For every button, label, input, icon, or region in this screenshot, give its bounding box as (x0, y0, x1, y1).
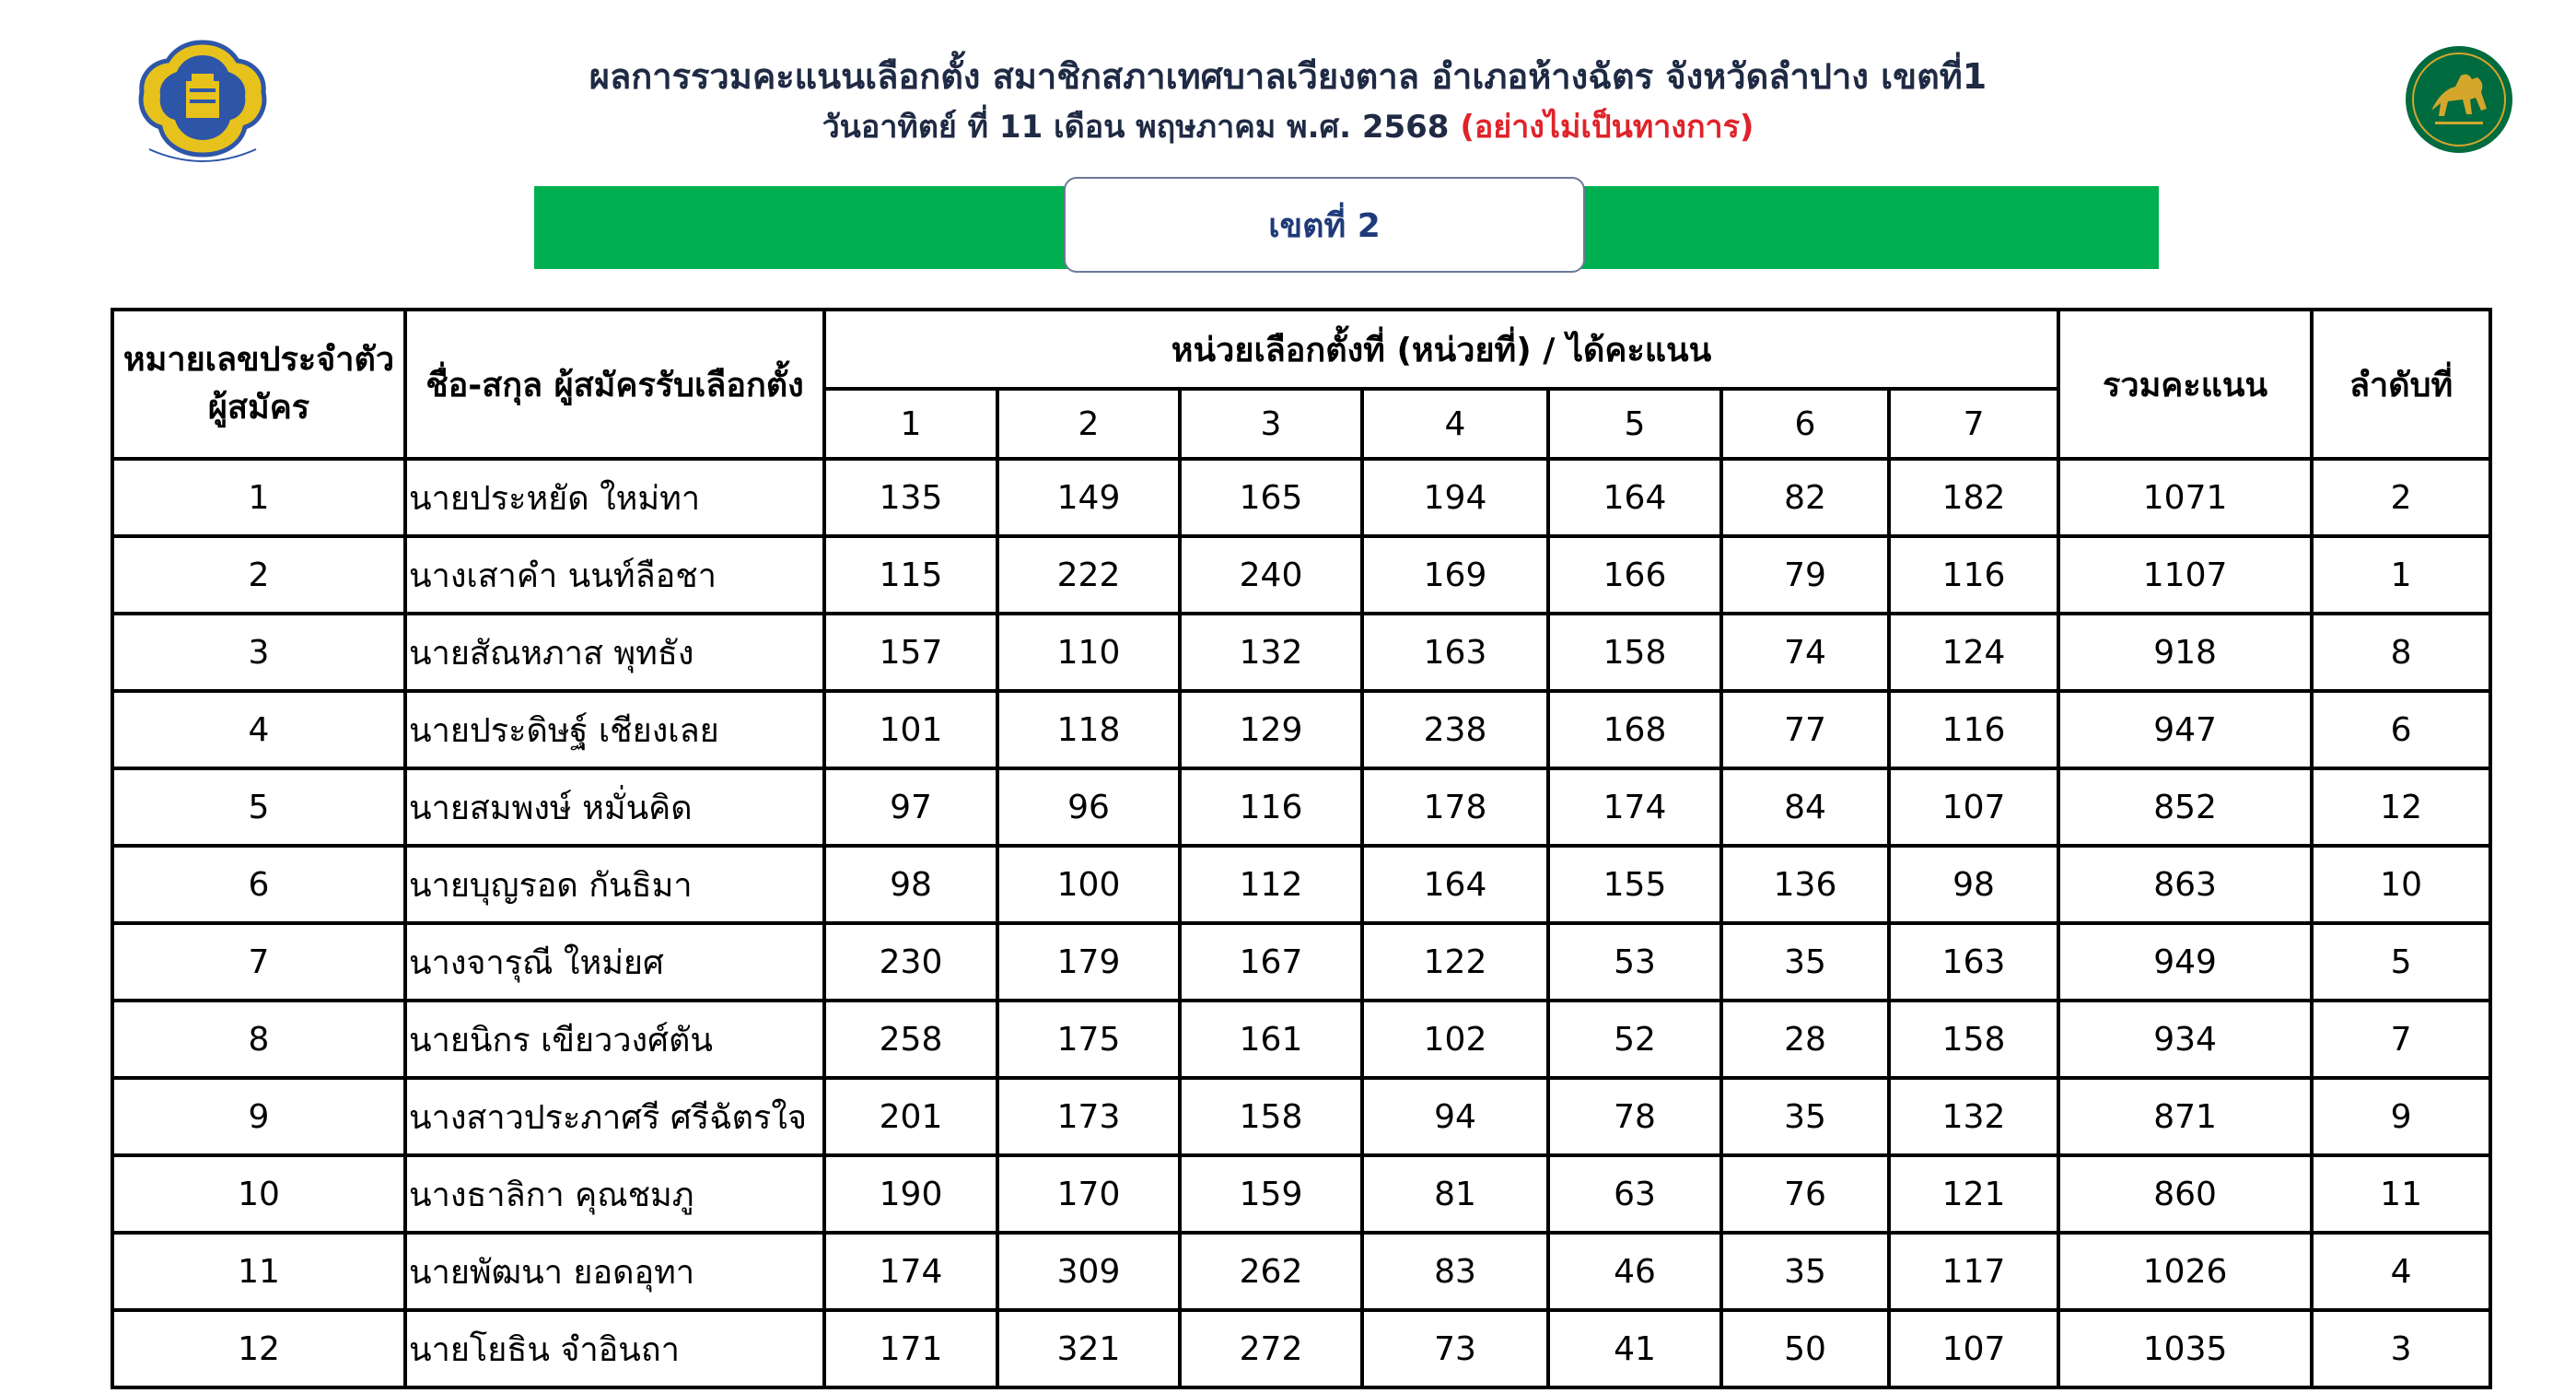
unit-5-votes-cell: 164 (1548, 459, 1721, 536)
unit-5-votes-cell: 78 (1548, 1078, 1721, 1155)
unit-2-votes-cell: 179 (997, 923, 1180, 1001)
unit-7-votes-cell: 182 (1889, 459, 2058, 536)
unit-1-votes-cell: 230 (824, 923, 997, 1001)
zone-label: เขตที่ 2 (1064, 177, 1585, 273)
unit-7-votes-cell: 116 (1889, 536, 2058, 614)
table-row (112, 1155, 2490, 1233)
unit-2-votes-cell: 110 (997, 614, 1180, 691)
candidate-name-cell: นายพัฒนา ยอดอุทา (405, 1233, 824, 1310)
unit-3-votes-cell: 262 (1180, 1233, 1362, 1310)
polling-unit-header-5: 5 (1548, 389, 1721, 459)
candidate-number-header-line2: ผู้สมัคร (207, 389, 310, 427)
candidate-name-cell: นายประดิษฐ์ เชียงเลย (405, 691, 824, 768)
candidate-name-cell: นายบุญรอด กันธิมา (405, 846, 824, 923)
rank-header: ลำดับที่ (2312, 310, 2490, 459)
unit-1-votes-cell: 258 (824, 1001, 997, 1078)
unit-3-votes-cell: 132 (1180, 614, 1362, 691)
unit-5-votes-cell: 166 (1548, 536, 1721, 614)
candidate-name-cell: นายประหยัด ใหม่ทา (405, 459, 824, 536)
unit-2-votes-cell: 118 (997, 691, 1180, 768)
candidate-number-cell: 9 (112, 1078, 405, 1155)
unit-3-votes-cell: 116 (1180, 768, 1362, 846)
unit-1-votes-cell: 135 (824, 459, 997, 536)
rank-cell: 4 (2312, 1233, 2490, 1310)
candidate-number-cell: 7 (112, 923, 405, 1001)
total-votes-cell: 918 (2058, 614, 2312, 691)
unit-4-votes-cell: 163 (1362, 614, 1548, 691)
unit-4-votes-cell: 238 (1362, 691, 1548, 768)
candidate-number-cell: 8 (112, 1001, 405, 1078)
unit-6-votes-cell: 136 (1721, 846, 1889, 923)
unit-5-votes-cell: 41 (1548, 1310, 1721, 1387)
rank-cell: 2 (2312, 459, 2490, 536)
unit-1-votes-cell: 171 (824, 1310, 997, 1387)
total-votes-cell: 1035 (2058, 1310, 2312, 1387)
total-votes-cell: 1071 (2058, 459, 2312, 536)
unit-7-votes-cell: 163 (1889, 923, 2058, 1001)
unit-2-votes-cell: 149 (997, 459, 1180, 536)
unit-7-votes-cell: 132 (1889, 1078, 2058, 1155)
page-subtitle (0, 101, 2576, 151)
table-row (112, 768, 2490, 846)
polling-unit-header-6: 6 (1721, 389, 1889, 459)
unit-6-votes-cell: 82 (1721, 459, 1889, 536)
candidate-name-cell: นางจารุณี ใหม่ยศ (405, 923, 824, 1001)
unit-2-votes-cell: 100 (997, 846, 1180, 923)
unit-5-votes-cell: 155 (1548, 846, 1721, 923)
candidate-number-cell: 3 (112, 614, 405, 691)
unit-3-votes-cell: 161 (1180, 1001, 1362, 1078)
candidate-number-cell: 10 (112, 1155, 405, 1233)
unit-5-votes-cell: 158 (1548, 614, 1721, 691)
candidate-name-cell: นางสาวประภาศรี ศรีฉัตรใจ (405, 1078, 824, 1155)
unit-6-votes-cell: 79 (1721, 536, 1889, 614)
unit-6-votes-cell: 77 (1721, 691, 1889, 768)
election-date: วันอาทิตย์ ที่ 11 เดือน พฤษภาคม พ.ศ. 2568 (822, 109, 1450, 146)
candidate-number-cell: 6 (112, 846, 405, 923)
unit-1-votes-cell: 115 (824, 536, 997, 614)
unit-6-votes-cell: 74 (1721, 614, 1889, 691)
total-votes-cell: 852 (2058, 768, 2312, 846)
polling-unit-header-4: 4 (1362, 389, 1548, 459)
polling-unit-header-3: 3 (1180, 389, 1362, 459)
unit-5-votes-cell: 168 (1548, 691, 1721, 768)
rank-cell: 10 (2312, 846, 2490, 923)
total-votes-header: รวมคะแนน (2058, 310, 2312, 459)
rank-cell: 11 (2312, 1155, 2490, 1233)
unit-6-votes-cell: 28 (1721, 1001, 1889, 1078)
total-votes-cell: 860 (2058, 1155, 2312, 1233)
total-votes-cell: 1026 (2058, 1233, 2312, 1310)
unit-4-votes-cell: 94 (1362, 1078, 1548, 1155)
results-table (111, 308, 2492, 1389)
table-row (112, 923, 2490, 1001)
unit-5-votes-cell: 174 (1548, 768, 1721, 846)
unit-1-votes-cell: 98 (824, 846, 997, 923)
candidate-name-cell: นายนิกร เขียววงศ์ตัน (405, 1001, 824, 1078)
unit-3-votes-cell: 158 (1180, 1078, 1362, 1155)
unit-2-votes-cell: 170 (997, 1155, 1180, 1233)
total-votes-cell: 871 (2058, 1078, 2312, 1155)
total-votes-cell: 949 (2058, 923, 2312, 1001)
polling-unit-header-2: 2 (997, 389, 1180, 459)
unit-3-votes-cell: 129 (1180, 691, 1362, 768)
candidate-name-cell: นางเสาคำ นนท์ลือชา (405, 536, 824, 614)
unit-4-votes-cell: 164 (1362, 846, 1548, 923)
unit-6-votes-cell: 76 (1721, 1155, 1889, 1233)
candidate-number-cell: 2 (112, 536, 405, 614)
rank-cell: 1 (2312, 536, 2490, 614)
candidate-name-header: ชื่อ-สกุล ผู้สมัครรับเลือกตั้ง (405, 310, 824, 459)
unit-5-votes-cell: 46 (1548, 1233, 1721, 1310)
unit-7-votes-cell: 117 (1889, 1233, 2058, 1310)
candidate-number-cell: 1 (112, 459, 405, 536)
rank-cell: 9 (2312, 1078, 2490, 1155)
unit-4-votes-cell: 83 (1362, 1233, 1548, 1310)
unit-2-votes-cell: 321 (997, 1310, 1180, 1387)
unit-3-votes-cell: 240 (1180, 536, 1362, 614)
candidate-number-cell: 11 (112, 1233, 405, 1310)
unit-2-votes-cell: 96 (997, 768, 1180, 846)
candidate-name-cell: นางธาลิกา คุณชมภู (405, 1155, 824, 1233)
table-row (112, 1233, 2490, 1310)
unit-7-votes-cell: 158 (1889, 1001, 2058, 1078)
unit-2-votes-cell: 173 (997, 1078, 1180, 1155)
unit-7-votes-cell: 107 (1889, 1310, 2058, 1387)
unit-6-votes-cell: 35 (1721, 1078, 1889, 1155)
unit-6-votes-cell: 84 (1721, 768, 1889, 846)
unit-5-votes-cell: 53 (1548, 923, 1721, 1001)
unit-3-votes-cell: 159 (1180, 1155, 1362, 1233)
polling-unit-header-1: 1 (824, 389, 997, 459)
unit-4-votes-cell: 102 (1362, 1001, 1548, 1078)
unit-4-votes-cell: 81 (1362, 1155, 1548, 1233)
table-row (112, 691, 2490, 768)
table-row (112, 536, 2490, 614)
total-votes-cell: 934 (2058, 1001, 2312, 1078)
unit-7-votes-cell: 116 (1889, 691, 2058, 768)
unit-2-votes-cell: 175 (997, 1001, 1180, 1078)
unit-4-votes-cell: 194 (1362, 459, 1548, 536)
unit-3-votes-cell: 272 (1180, 1310, 1362, 1387)
unit-4-votes-cell: 169 (1362, 536, 1548, 614)
unit-1-votes-cell: 97 (824, 768, 997, 846)
unit-7-votes-cell: 98 (1889, 846, 2058, 923)
table-row (112, 614, 2490, 691)
table-row (112, 1310, 2490, 1387)
unit-2-votes-cell: 309 (997, 1233, 1180, 1310)
total-votes-cell: 863 (2058, 846, 2312, 923)
unit-1-votes-cell: 201 (824, 1078, 997, 1155)
unit-6-votes-cell: 35 (1721, 923, 1889, 1001)
unit-3-votes-cell: 165 (1180, 459, 1362, 536)
candidate-name-cell: นายสมพงษ์ หมั่นคิด (405, 768, 824, 846)
unit-4-votes-cell: 73 (1362, 1310, 1548, 1387)
unit-7-votes-cell: 121 (1889, 1155, 2058, 1233)
table-row (112, 1001, 2490, 1078)
total-votes-cell: 947 (2058, 691, 2312, 768)
unit-2-votes-cell: 222 (997, 536, 1180, 614)
unit-4-votes-cell: 122 (1362, 923, 1548, 1001)
polling-units-header: หน่วยเลือกตั้งที่ (หน่วยที่) / ได้คะแนน (824, 310, 2058, 389)
unit-5-votes-cell: 52 (1548, 1001, 1721, 1078)
unit-3-votes-cell: 112 (1180, 846, 1362, 923)
rank-cell: 8 (2312, 614, 2490, 691)
unit-6-votes-cell: 35 (1721, 1233, 1889, 1310)
candidate-name-cell: นายโยธิน จำอินถา (405, 1310, 824, 1387)
rank-cell: 3 (2312, 1310, 2490, 1387)
page-title: ผลการรวมคะแนนเลือกตั้ง สมาชิกสภาเทศบาลเวียงตาล อำเภอห้างฉัตร จังหวัดลำปาง เขตที่1 (589, 56, 1987, 97)
total-votes-cell: 1107 (2058, 536, 2312, 614)
rank-cell: 5 (2312, 923, 2490, 1001)
rank-cell: 7 (2312, 1001, 2490, 1078)
unit-6-votes-cell: 50 (1721, 1310, 1889, 1387)
candidate-name-cell: นายสัณหภาส พุทธัง (405, 614, 824, 691)
unit-3-votes-cell: 167 (1180, 923, 1362, 1001)
unofficial-note: (อย่างไม่เป็นทางการ) (1460, 109, 1754, 146)
table-row (112, 846, 2490, 923)
unit-7-votes-cell: 124 (1889, 614, 2058, 691)
polling-unit-header-7: 7 (1889, 389, 2058, 459)
unit-1-votes-cell: 157 (824, 614, 997, 691)
unit-1-votes-cell: 101 (824, 691, 997, 768)
candidate-number-header (112, 310, 405, 459)
candidate-number-cell: 5 (112, 768, 405, 846)
unit-1-votes-cell: 190 (824, 1155, 997, 1233)
unit-1-votes-cell: 174 (824, 1233, 997, 1310)
unit-5-votes-cell: 63 (1548, 1155, 1721, 1233)
unit-4-votes-cell: 178 (1362, 768, 1548, 846)
rank-cell: 6 (2312, 691, 2490, 768)
table-row (112, 1078, 2490, 1155)
candidate-number-cell: 4 (112, 691, 405, 768)
rank-cell: 12 (2312, 768, 2490, 846)
candidate-number-header-line1: หมายเลขประจำตัว (122, 341, 395, 379)
candidate-number-cell: 12 (112, 1310, 405, 1387)
unit-7-votes-cell: 107 (1889, 768, 2058, 846)
table-row (112, 459, 2490, 536)
